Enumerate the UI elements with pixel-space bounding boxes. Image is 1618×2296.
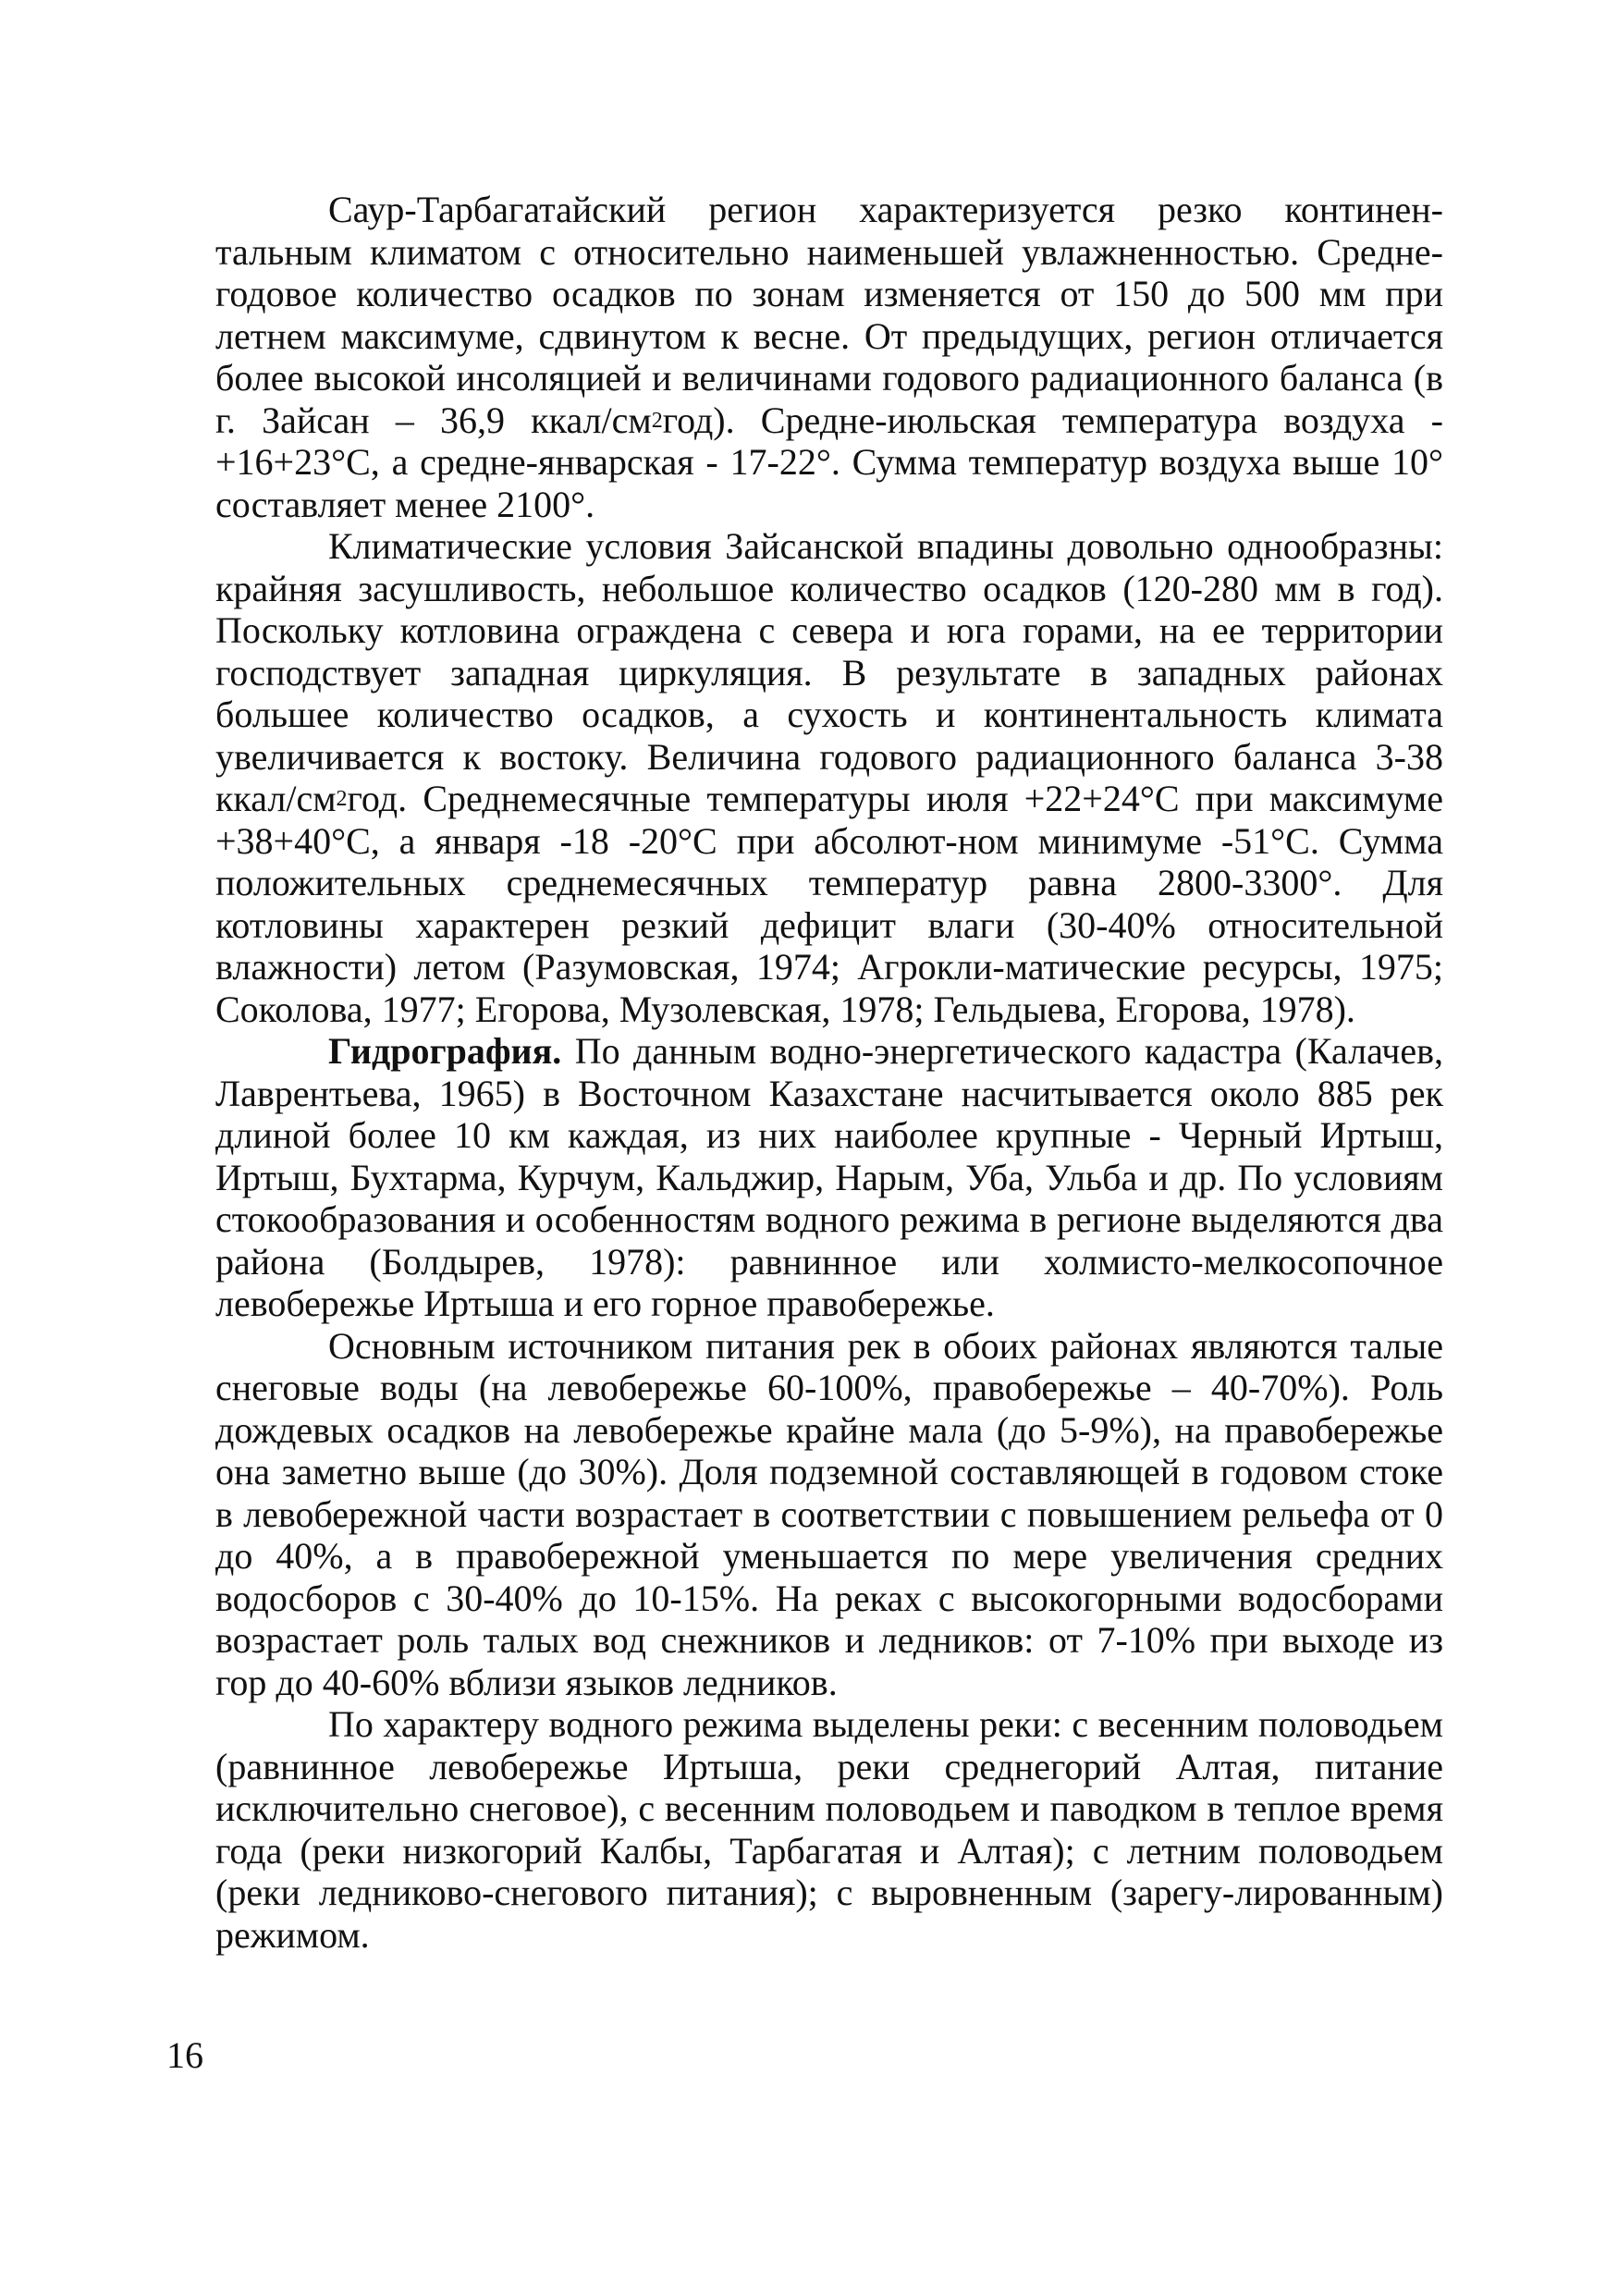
- superscript: 2: [336, 787, 348, 811]
- paragraph-hydrography: [215, 1030, 1443, 1325]
- paragraph-text: По характеру водного режима выделены реки: с весенним половодьем (равнинное левобережье Иртыша, реки среднегорий Алтая, питание исключительно снеговое), с весенним половодьем и паводком в теплое время года (реки низкогорий Калбы, Тарбагатая и Алтая); с летним половодьем (реки ледниково-снегового питания); с выровненным (зарегу-лированным) режимом.: [215, 1703, 1443, 1956]
- paragraph-text: По данным водно-энергетического кадастра (Калачев, Лаврентьева, 1965) в Восточном Казахстане насчитывается около 885 рек длиной более 10 км каждая, из них наиболее крупные - Черный Иртыш, Иртыш, Бухтарма, Курчум, Кальджир, Нарым, Уба, Ульба и др. По условиям стокообразования и особенностям водного режима в регионе выделяются два района (Болдырев, 1978): равнинное или холмисто-мелкосопочное левобережье Иртыша и его горное правобережье.: [215, 1030, 1443, 1324]
- paragraph-text: Основным источником питания рек в обоих районах являются талые снеговые воды (на левобережье 60-100%, правобережье – 40-70%). Роль дождевых осадков на левобережье крайне мала (до 5-9%), на правобережье она заметно выше (до 30%). Доля подземной составляющей в годовом стоке в левобережной части возрастает в соответствии с повышением рельефа от 0 до 40%, а в правобережной уменьшается по мере увеличения средних водосборов с 30-40% до 10-15%. На реках с высокогорными водосборами возрастает роль талых вод снежников и ледников: от 7-10% при выходе из гор до 40-60% вблизи языков ледников.: [215, 1324, 1443, 1703]
- paragraph-river-feeding: [215, 1325, 1443, 1704]
- body-text: [215, 189, 1443, 1956]
- paragraph-water-regime: [215, 1703, 1443, 1956]
- paragraph-zaisan-depression-climate: [215, 525, 1443, 1030]
- paragraph-text: год. Среднемесячные температуры июля +22+24°С при максимуме +38+40°С, а января -18 -20°С при абсолют-ном минимуме -51°С. Сумма положительных среднемесячных температур равна 2800-3300°. Для котловины характерен резкий дефицит влаги (30-40% относительной влажности) летом (Разумовская, 1974; Агрокли-матические ресурсы, 1975; Соколова, 1977; Егорова, Музолевская, 1978; Гельдыева, Егорова, 1978).: [215, 778, 1443, 1030]
- paragraph-text: Климатические условия Зайсанской впадины довольно однообразны: крайняя засушливость, небольшое количество осадков (120-280 мм в год). Поскольку котловина ограждена с севера и юга горами, на ее территории господствует западная циркуляция. В результате в западных районах большее количество осадков, а сухость и континентальность климата увеличивается к востоку. Величина годового радиационного баланса 3-38 ккал/см: [215, 525, 1443, 819]
- section-heading: Гидрография.: [328, 1030, 562, 1072]
- superscript: 2: [651, 408, 663, 433]
- paragraph-text: год). Средне-июльская температура воздуха - +16+23°С, а средне-январская - 17-22°. Сумма температур воздуха выше 10° составляет менее 2100°.: [215, 399, 1443, 525]
- paragraph-text: Саур-Тарбагатайский регион характеризуется резко континен-тальным климатом с относительно наименьшей увлажненностью. Средне-годовое количество осадков по зонам изменяется от 150 до 500 мм при летнем максимуме, сдвинутом к весне. От предыдущих, регион отличается более высокой инсоляцией и величинами годового радиационного баланса (в г. Зайсан – 36,9 ккал/см: [215, 189, 1443, 441]
- paragraph-saur-tarbagatai-climate: [215, 189, 1443, 525]
- page-number: 16: [166, 2034, 203, 2076]
